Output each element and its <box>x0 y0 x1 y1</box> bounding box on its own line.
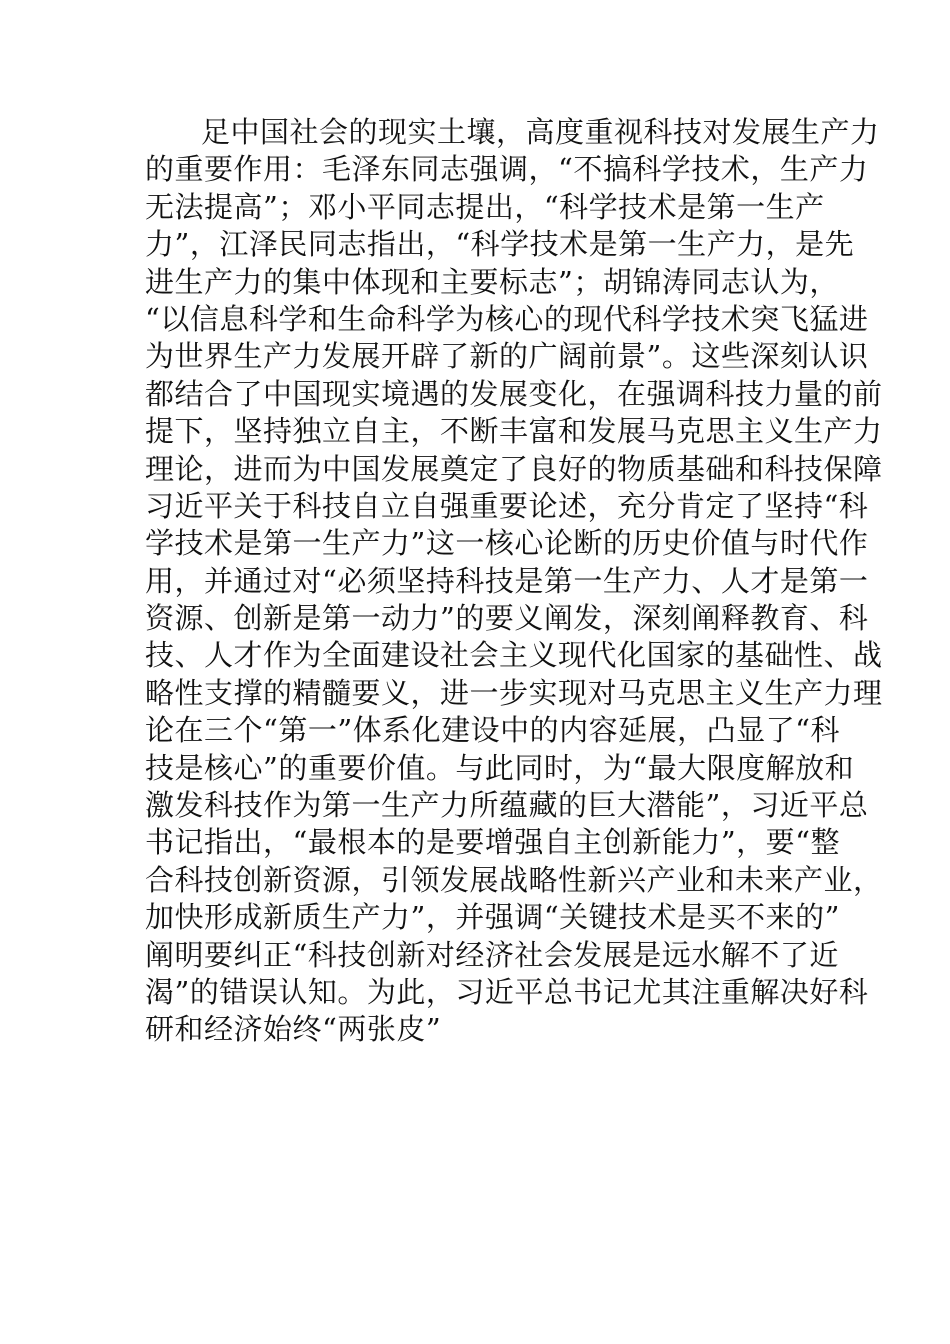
paragraph-line: 无法提高”；邓小平同志提出，“科学技术是第一生产 <box>145 189 825 224</box>
paragraph-line: 的重要作用：毛泽东同志强调，“不搞科学技术，生产力 <box>145 152 869 187</box>
paragraph-line: 渴”的错误认知。为此，习近平总书记尤其注重解决好科 <box>145 974 869 1009</box>
paragraph-line: 论在三个“第一”体系化建设中的内容延展，凸显了“科 <box>145 713 840 748</box>
paragraph-line: 进生产力的集中体现和主要标志”；胡锦涛同志认为， <box>145 264 839 299</box>
paragraph-line: “以信息科学和生命科学为核心的现代科学技术突飞猛进 <box>145 301 869 336</box>
paragraph-line: 提下，坚持独立自主，不断丰富和发展马克思主义生产力 <box>145 414 883 449</box>
paragraph-line: 略性支撑的精髓要义，进一步实现对马克思主义生产力理 <box>145 675 883 710</box>
body-paragraph <box>145 114 883 1049</box>
paragraph-line: 书记指出，“最根本的是要增强自主创新能力”，要“整 <box>145 825 840 860</box>
paragraph-line: 学技术是第一生产力”这一核心论断的历史价值与时代作 <box>145 526 869 561</box>
paragraph-line: 都结合了中国现实境遇的发展变化，在强调科技力量的前 <box>145 376 883 411</box>
paragraph-line: 资源、创新是第一动力”的要义阐发，深刻阐释教育、科 <box>145 601 869 636</box>
paragraph-line: 合科技创新资源，引领发展战略性新兴产业和未来产业， <box>145 862 883 897</box>
paragraph-line: 足中国社会的现实土壤，高度重视科技对发展生产力 <box>201 115 880 149</box>
paragraph-line: 研和经济始终“两张皮” <box>145 1012 442 1047</box>
paragraph-line: 技、人才作为全面建设社会主义现代化国家的基础性、战 <box>145 638 883 673</box>
paragraph-line: 习近平关于科技自立自强重要论述，充分肯定了坚持“科 <box>145 488 869 523</box>
paragraph-line: 理论，进而为中国发展奠定了良好的物质基础和科技保障 <box>145 451 883 486</box>
paragraph-line: 阐明要纠正“科技创新对经济社会发展是远水解不了近 <box>145 937 839 972</box>
paragraph-line: 加快形成新质生产力”，并强调“关键技术是买不来的” <box>145 900 840 935</box>
paragraph-line: 力”，江泽民同志指出，“科学技术是第一生产力，是先 <box>145 227 855 262</box>
paragraph-line: 用，并通过对“必须坚持科技是第一生产力、人才是第一 <box>145 563 869 598</box>
paragraph-line: 激发科技作为第一生产力所蕴藏的巨大潜能”，习近平总 <box>145 788 869 823</box>
paragraph-line: 技是核心”的重要价值。与此同时，为“最大限度解放和 <box>145 750 855 785</box>
paragraph-line: 为世界生产力发展开辟了新的广阔前景”。这些深刻认识 <box>145 339 869 374</box>
